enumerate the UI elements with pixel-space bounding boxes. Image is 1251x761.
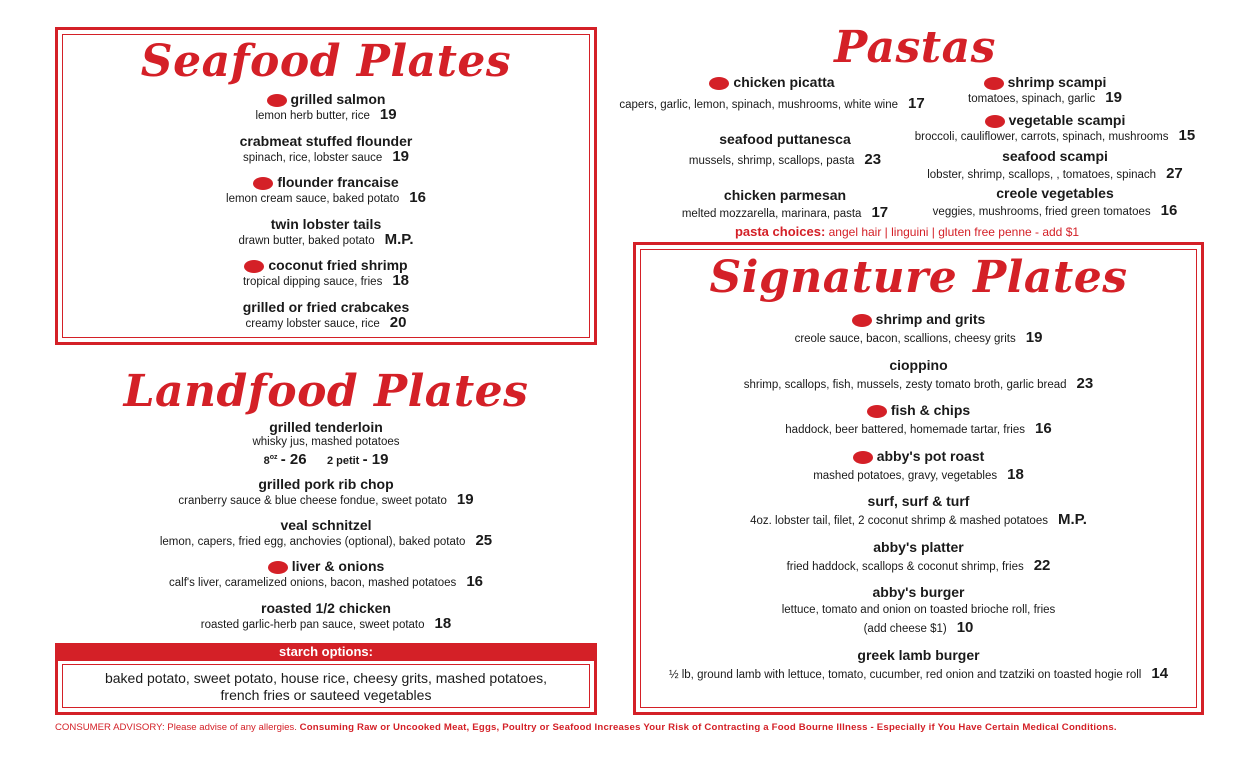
menu-item: abby's platter fried haddock, scallops & coconut shrimp, fries 22 bbox=[786, 539, 1051, 574]
menu-item: abby's pot roast mashed potatoes, gravy, vegetables 18 bbox=[813, 448, 1024, 483]
red-oval-icon bbox=[984, 77, 1004, 90]
menu-item: seafood scampi lobster, shrimp, scallops, , tomatoes, spinach 27 bbox=[927, 148, 1183, 182]
consumer-advisory: CONSUMER ADVISORY: Please advise of any allergies. Consuming Raw or Uncooked Meat, Eggs, Poultry or Seafood Increases Your Risk of Contracting a Food Bourne Illness - Especially if You Have Certain Medical Conditions. bbox=[55, 722, 1117, 733]
red-oval-icon bbox=[853, 451, 873, 464]
menu-item: cioppino shrimp, scallops, fish, mussels, zesty tomato broth, garlic bread 23 bbox=[743, 357, 1094, 392]
menu-item: abby's burger lettuce, tomato and onion on toasted brioche roll, fries (add cheese $1) 10 bbox=[781, 584, 1056, 636]
menu-item: chicken picatta capers, garlic, lemon, spinach, mushrooms, white wine 17 bbox=[619, 74, 925, 112]
red-oval-icon bbox=[267, 94, 287, 107]
red-oval-icon bbox=[268, 561, 288, 574]
red-oval-icon bbox=[709, 77, 729, 90]
landfood-title: Landfood Plates bbox=[123, 366, 529, 417]
menu-item: twin lobster tails drawn butter, baked potato M.P. bbox=[238, 216, 414, 248]
menu-item: seafood puttanesca mussels, shrimp, scallops, pasta 23 bbox=[688, 131, 882, 168]
signature-title: Signature Plates bbox=[709, 252, 1128, 303]
red-oval-icon bbox=[867, 405, 887, 418]
menu-item: flounder francaise lemon cream sauce, baked potato 16 bbox=[226, 174, 426, 206]
menu-item: vegetable scampi broccoli, cauliflower, carrots, spinach, mushrooms 15 bbox=[914, 112, 1196, 144]
seafood-title: Seafood Plates bbox=[140, 36, 512, 87]
starch-options-header: starch options: bbox=[55, 643, 597, 661]
menu-item: veal schnitzel lemon, capers, fried egg, anchovies (optional), baked potato 25 bbox=[159, 517, 493, 549]
menu-item: grilled or fried crabcakes creamy lobster sauce, rice 20 bbox=[242, 299, 410, 331]
red-oval-icon bbox=[985, 115, 1005, 128]
red-oval-icon bbox=[852, 314, 872, 327]
menu-item: liver & onions calf's liver, caramelized onions, bacon, mashed potatoes 16 bbox=[169, 558, 483, 590]
menu-item: crabmeat stuffed flounder spinach, rice, lobster sauce 19 bbox=[239, 133, 413, 165]
menu-item: shrimp scampi tomatoes, spinach, garlic 19 bbox=[968, 74, 1122, 106]
menu-item: coconut fried shrimp tropical dipping sauce, fries 18 bbox=[242, 257, 410, 289]
menu-item: shrimp and grits creole sauce, bacon, scallions, cheesy grits 19 bbox=[794, 311, 1043, 346]
menu-item: greek lamb burger ½ lb, ground lamb with lettuce, tomato, cucumber, red onion and tzatziki on toasted hogie roll 14 bbox=[668, 647, 1169, 682]
menu-item: grilled pork rib chop cranberry sauce & blue cheese fondue, sweet potato 19 bbox=[178, 476, 474, 508]
menu-item: creole vegetables veggies, mushrooms, fried green tomatoes 16 bbox=[932, 185, 1178, 219]
pasta-choices: pasta choices: angel hair | linguini | gluten free penne - add $1 bbox=[734, 224, 1080, 239]
starch-options-list: baked potato, sweet potato, house rice, cheesy grits, mashed potatoes, french fries or sauteed vegetables bbox=[104, 670, 548, 703]
menu-item: grilled tenderloin whisky jus, mashed potatoes $8^{oz} - 26$ 2 petit - 19 bbox=[252, 419, 400, 468]
red-oval-icon bbox=[244, 260, 264, 273]
menu-item: surf, surf & turf 4oz. lobster tail, filet, 2 coconut shrimp & mashed potatoes M.P. bbox=[750, 493, 1087, 528]
pastas-title: Pastas bbox=[834, 22, 996, 73]
menu-item: grilled salmon lemon herb butter, rice 19 bbox=[255, 91, 397, 123]
red-oval-icon bbox=[253, 177, 273, 190]
menu-item: roasted 1/2 chicken roasted garlic-herb pan sauce, sweet potato 18 bbox=[200, 600, 452, 632]
menu-item: chicken parmesan melted mozzarella, marinara, pasta 17 bbox=[681, 187, 889, 221]
menu-item: fish & chips haddock, beer battered, homemade tartar, fries 16 bbox=[785, 402, 1052, 437]
